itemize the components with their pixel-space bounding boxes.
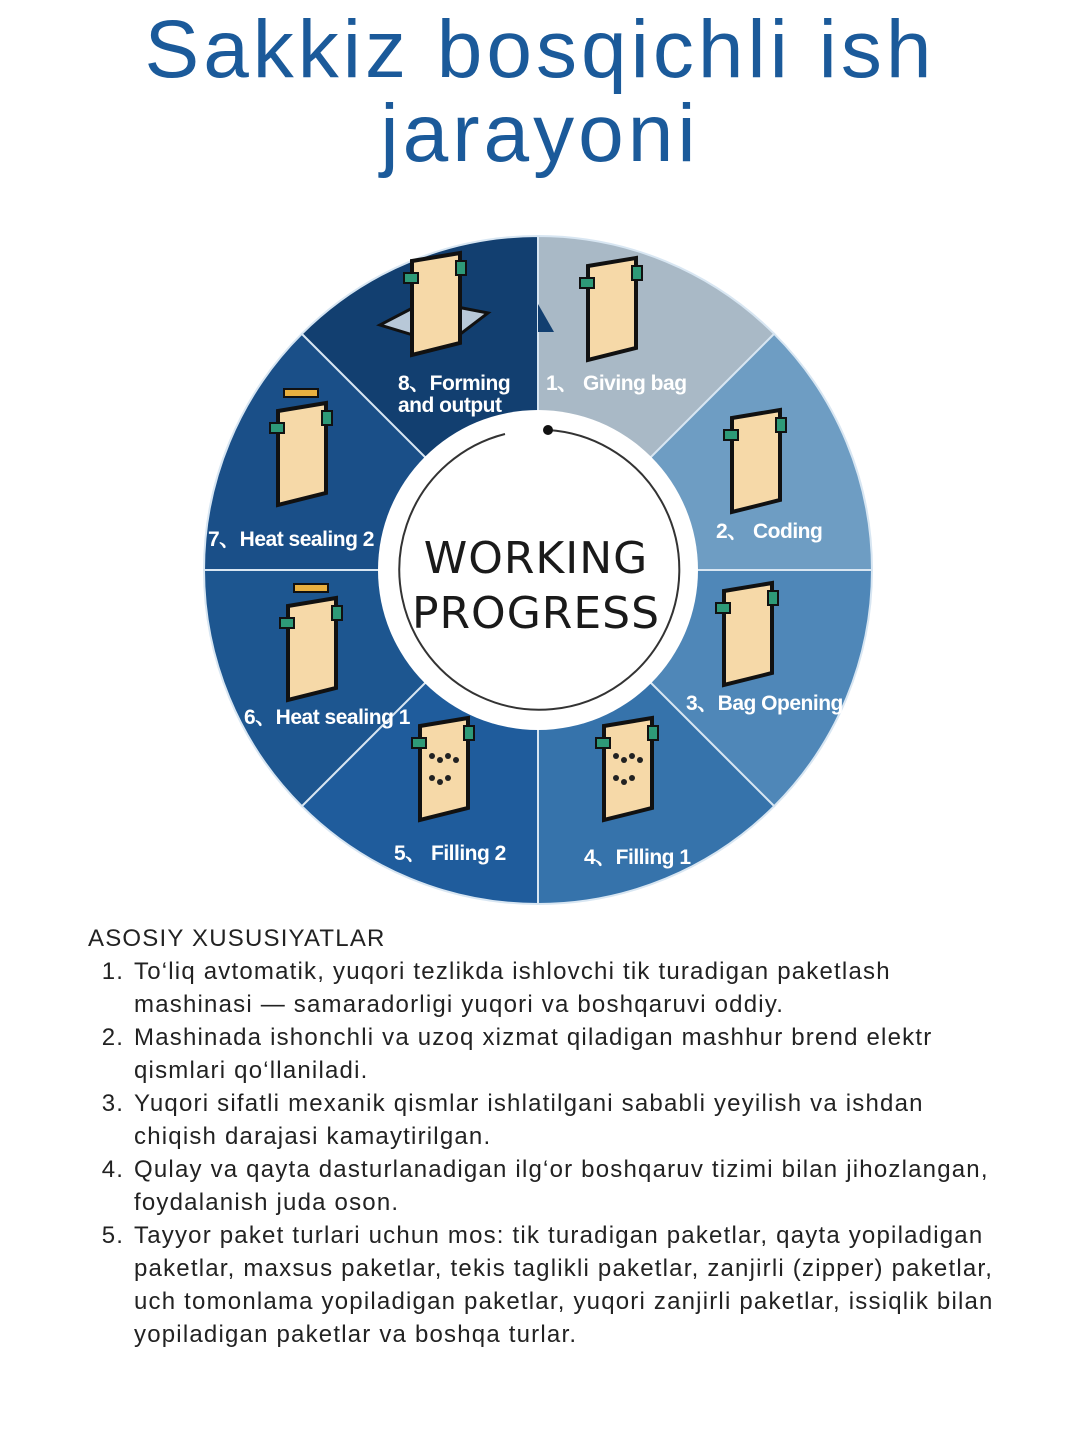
bag-opening-icon (716, 583, 778, 685)
progress-dot (543, 425, 553, 435)
step-label-6: 6、Heat sealing 1 (244, 706, 410, 729)
features-heading: ASOSIY XUSUSIYATLAR (88, 925, 386, 952)
step-label-8: 8、Forming (398, 372, 511, 395)
feature-item: 5. Tayyor paket turlari uchun mos: tik turadigan paketlar, qayta yopiladigan paketlar, maxsus paketlar, tekis taglikli paketlar, zanjirli (zipper) paketlar, uch tomonlama yopiladigan paketlar, yuqori zanjirli paketlar, issiqlik bilan yopiladigan paketlar va boshqa turlar. (132, 1219, 1008, 1351)
bag-coding-icon (724, 410, 786, 512)
step-label-8: and output (398, 394, 502, 417)
bag-filling-icon (412, 718, 474, 820)
center-label-line-1: WORKING (423, 533, 649, 584)
bag-filling-icon (596, 718, 658, 820)
feature-item: 2. Mashinada ishonchli va uzoq xizmat qiladigan mashhur brend elektr qismlari qo‘llaniladi. (132, 1021, 1008, 1087)
features-list (88, 955, 1008, 1351)
step-label-7: 7、Heat sealing 2 (208, 528, 374, 551)
step-label-5: 5、 Filling 2 (394, 842, 506, 865)
title-line-2: jarayoni (380, 88, 700, 179)
step-label-3: 3、Bag Opening (686, 692, 843, 715)
feature-item: 4. Qulay va qayta dasturlanadigan ilg‘or boshqaruv tizimi bilan jihozlangan, foydalanish juda oson. (132, 1153, 1008, 1219)
center-label-line-2: PROGRESS (411, 588, 661, 639)
title-line-1: Sakkiz bosqichli ish (144, 4, 936, 95)
feature-item: 3. Yuqori sifatli mexanik qismlar ishlatilgani sababli yeyilish va ishdan chiqish darajasi kamaytirilgan. (132, 1087, 1008, 1153)
step-label-4: 4、Filling 1 (584, 846, 691, 869)
step-label-2: 2、 Coding (716, 520, 823, 543)
step-label-1: 1、 Giving bag (546, 372, 687, 395)
feature-item: 1. To‘liq avtomatik, yuqori tezlikda ishlovchi tik turadigan paketlash mashinasi — samaradorligi yuqori va boshqaruvi oddiy. (132, 955, 1008, 1021)
features-section (88, 922, 1008, 1351)
bag-icon (580, 258, 642, 360)
